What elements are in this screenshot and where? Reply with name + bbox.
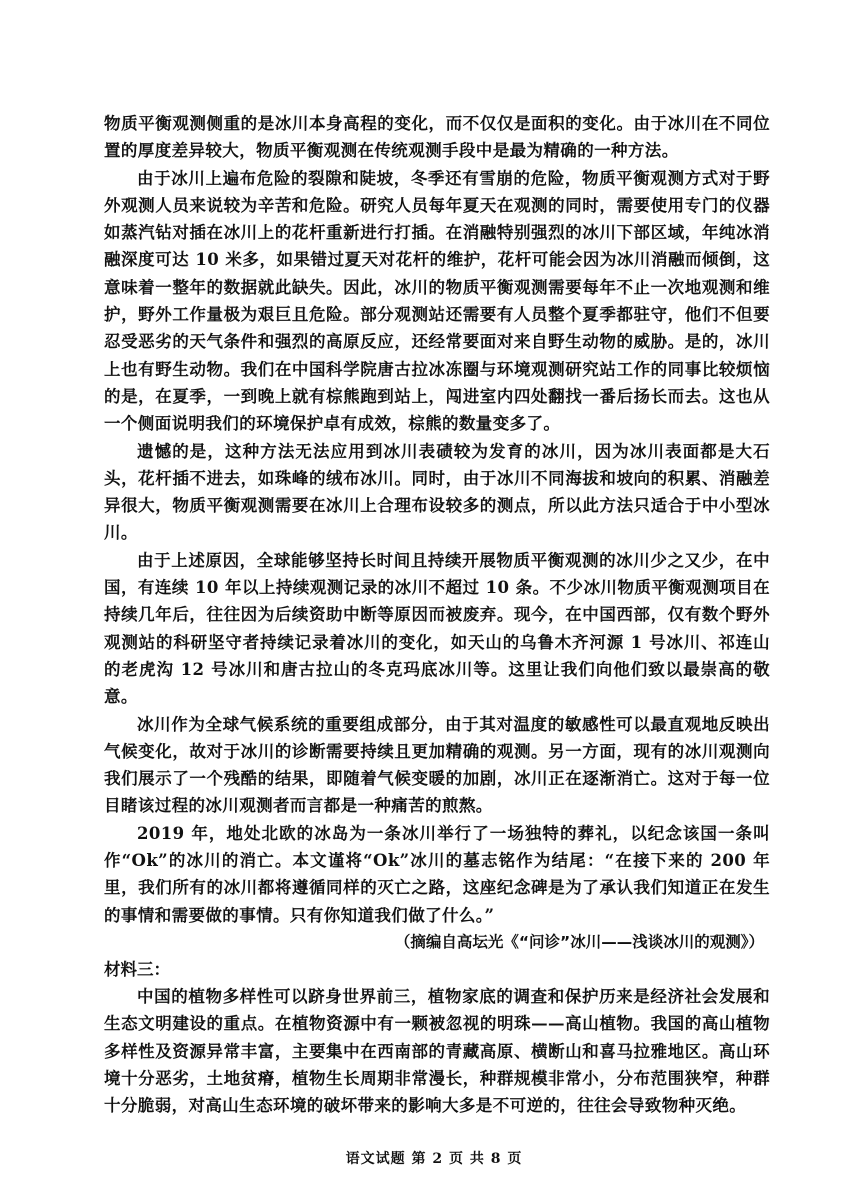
section-heading-material3: 材料三： xyxy=(104,959,170,979)
paragraph: 由于冰川上遍布危险的裂隙和陡坡，冬季还有雪崩的危险，物质平衡观测方式对于野外观测人员来说较为辛苦和危险。研究人员每年夏天在观测的同时，需要使用专门的仪器如蒸汽钻对插在冰川上的花杆重新进行打插。在消融特别强烈的冰川下部区域，年纯冰消融深度可达 10 米多，如果错过夏天对花杆的维护，花杆可能会因为冰川消融而倾倒，这意味着一整年的数据就此缺失。因此，冰川的物质平衡观测需要每年不止一次地观测和维护，野外工作量极为艰巨且危险。部分观测站还需要有人员整个夏季都驻守，他们不但要忍受恶劣的天气条件和强烈的高原反应，还经常要面对来自野生动物的威胁。是的，冰川上也有野生动物。我们在中国科学院唐古拉冰冻圈与环境观测研究站工作的同事比较烦恼的是，在夏季，一到晚上就有棕熊跑到站上，闯进室内四处翻找一番后扬长而去。这也从一个侧面说明我们的环境保护卓有成效，棕熊的数量变多了。 xyxy=(104,168,770,434)
paragraph: 冰川作为全球气候系统的重要组成部分，由于其对温度的敏感性可以最直观地反映出气候变化，故对于冰川的诊断需要持续且更加精确的观测。另一方面，现有的冰川观测向我们展示了一个残酷的结果，即随着气候变暖的加剧，冰川正在逐渐消亡。这对于每一位目睹该过程的冰川观测者而言都是一种痛苦的煎熬。 xyxy=(104,714,770,816)
page-body xyxy=(104,110,770,1119)
paragraph: 物质平衡观测侧重的是冰川本身高程的变化，而不仅仅是面积的变化。由于冰川在不同位置的厚度差异较大，物质平衡观测在传统观测手段中是最为精确的一种方法。 xyxy=(104,114,770,161)
paragraph: 中国的植物多样性可以跻身世界前三，植物家底的调查和保护历来是经济社会发展和生态文明建设的重点。在植物资源中有一颗被忽视的明珠——高山植物。我国的高山植物多样性及资源异常丰富，主要集中在西南部的青藏高原、横断山和喜马拉雅地区。高山环境十分恶劣，土地贫瘠，植物生长周期非常漫长，种群规模非常小，分布范围狭窄，种群十分脆弱，对高山生态环境的破坏带来的影响大多是不可逆的，往往会导致物种灭绝。 xyxy=(104,986,770,1116)
paragraph: 遗憾的是，这种方法无法应用到冰川表碛较为发育的冰川，因为冰川表面都是大石头，花杆插不进去，如珠峰的绒布冰川。同时，由于冰川不同海拔和坡向的积累、消融差异很大，物质平衡观测需要在冰川上合理布设较多的测点，所以此方法只适合于中小型冰川。 xyxy=(104,441,770,543)
paragraph: 2019 年，地处北欧的冰岛为一条冰川举行了一场独特的葬礼，以纪念该国一条叫作“Ok”的冰川的消亡。本文谨将“Ok”冰川的墓志铭作为结尾：“在接下来的 200 年里，我们所有的冰川都将遵循同样的灭亡之路，这座纪念碑是为了承认我们知道正在发生的事情和需要做的事情。只有你知道我们做了什么。” xyxy=(104,823,770,925)
paragraph: 由于上述原因，全球能够坚持长时间且持续开展物质平衡观测的冰川少之又少，在中国，有连续 10 年以上持续观测记录的冰川不超过 10 条。不少冰川物质平衡观测项目在持续几年后，往往因为后续资助中断等原因而被废弃。现今，在中国西部，仅有数个野外观测站的科研坚守者持续记录着冰川的变化，如天山的乌鲁木齐河源 1 号冰川、祁连山的老虎沟 12 号冰川和唐古拉山的冬克玛底冰川等。这里让我们向他们致以最崇高的敬意。 xyxy=(104,550,770,707)
page-footer: 语文试题 第 2 页 共 8 页 xyxy=(345,1151,523,1167)
source-citation: （摘编自高坛光《“问诊”冰川——浅谈冰川的观测》） xyxy=(394,932,764,951)
